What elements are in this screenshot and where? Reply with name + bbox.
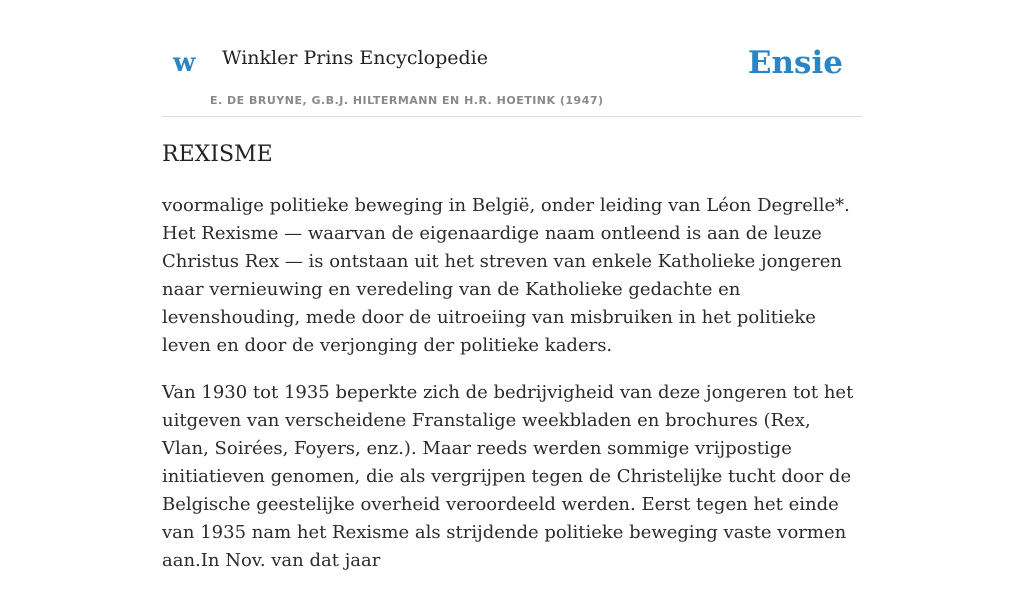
ensie-logo[interactable]: Ensie bbox=[747, 45, 843, 81]
winkler-prins-logo-icon[interactable]: w bbox=[173, 48, 196, 78]
article-body bbox=[162, 192, 862, 594]
article-title: REXISME bbox=[162, 142, 273, 167]
source-authors: E. DE BRUYNE, G.B.J. HILTERMANN EN H.R. HOETINK (1947) bbox=[210, 94, 604, 107]
article-paragraph: Van 1930 tot 1935 beperkte zich de bedrijvigheid van deze jongeren tot het uitgeven van verscheidene Franstalige weekbladen en brochures (Rex, Vlan, Soirées, Foyers, enz.). Maar reeds werden sommige vrijpostige initiatieven genomen, die als vergrijpen tegen de Christelijke tucht door de Belgische geestelijke overheid veroordeeld werden. Eerst tegen het einde van 1935 nam het Rexisme als strijdende politieke beweging vaste vormen aan.In Nov. van dat jaar bbox=[162, 382, 854, 571]
source-title[interactable]: Winkler Prins Encyclopedie bbox=[222, 47, 488, 69]
page bbox=[162, 0, 862, 571]
article-paragraph: voormalige politieke beweging in België, onder leiding van Léon Degrelle*. Het Rexisme — waarvan de eigenaardige naam ontleend is aan de leuze Christus Rex — is ontstaan uit het streven van enkele Katholieke jongeren naar vernieuwing en veredeling van de Katholieke gedachte en levenshouding, mede door de uitroeiing van misbruiken in het politieke leven en door de verjonging der politieke kaders. bbox=[162, 195, 850, 356]
source-header bbox=[162, 0, 862, 117]
